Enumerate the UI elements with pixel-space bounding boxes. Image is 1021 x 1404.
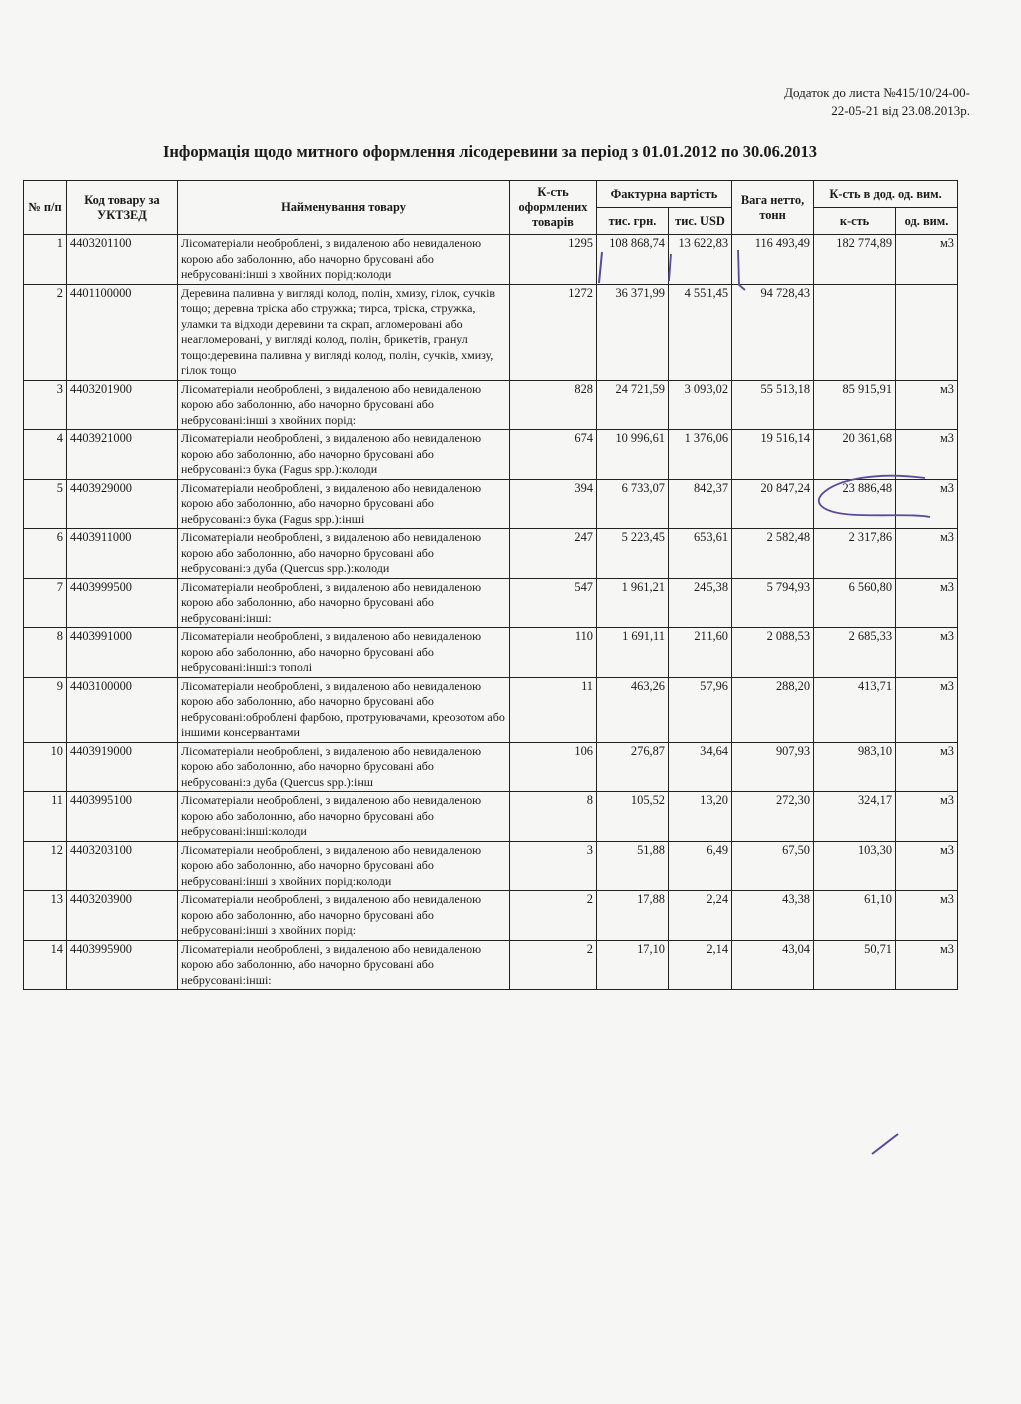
table-row: [24, 430, 958, 480]
row-number: 4: [24, 430, 67, 480]
row-name: Лісоматеріали необроблені, з видаленою або невидаленою корою або заболонню, або начорно брусовані або небрусовані:інші:колоди: [178, 792, 510, 842]
row-name: Лісоматеріали необроблені, з видаленою або невидаленою корою або заболонню, або начорно брусовані або небрусовані:з бука (Fagus spp.):колоди: [178, 430, 510, 480]
row-unit: м3: [896, 430, 958, 480]
row-weight: 2 582,48: [732, 529, 814, 579]
row-number: 7: [24, 578, 67, 628]
row-unit: м3: [896, 792, 958, 842]
row-code: 4403929000: [67, 479, 178, 529]
row-unit: м3: [896, 742, 958, 792]
row-usd: 245,38: [669, 578, 732, 628]
table-row: [24, 792, 958, 842]
row-count: 828: [510, 380, 597, 430]
header-invoice-uah: тис. грн.: [597, 208, 669, 235]
row-number: 14: [24, 940, 67, 990]
row-uah: 5 223,45: [597, 529, 669, 579]
timber-customs-table: [23, 180, 958, 990]
table-row: [24, 891, 958, 941]
row-usd: 2,14: [669, 940, 732, 990]
row-unit: м3: [896, 628, 958, 678]
header-invoice-usd: тис. USD: [669, 208, 732, 235]
table-row: [24, 742, 958, 792]
row-count: 394: [510, 479, 597, 529]
row-code: 4403201100: [67, 235, 178, 285]
row-name: Лісоматеріали необроблені, з видаленою або невидаленою корою або заболонню, або начорно брусовані або небрусовані:інші з хвойних порід:: [178, 380, 510, 430]
row-count: 1272: [510, 284, 597, 380]
header-invoice: Фактурна вартість: [597, 181, 732, 208]
row-name: Лісоматеріали необроблені, з видаленою або невидаленою корою або заболонню, або начорно брусовані або небрусовані:інші з хвойних порід:: [178, 891, 510, 941]
row-qty: 6 560,80: [814, 578, 896, 628]
row-qty: 983,10: [814, 742, 896, 792]
header-extra-unit: од. вим.: [896, 208, 958, 235]
table-row: [24, 479, 958, 529]
table-row: [24, 529, 958, 579]
table-row: [24, 284, 958, 380]
row-code: 4403203100: [67, 841, 178, 891]
row-uah: 10 996,61: [597, 430, 669, 480]
row-usd: 842,37: [669, 479, 732, 529]
annex-note: [700, 84, 970, 120]
row-weight: 67,50: [732, 841, 814, 891]
row-uah: 276,87: [597, 742, 669, 792]
row-qty: 413,71: [814, 677, 896, 742]
row-unit: м3: [896, 841, 958, 891]
row-unit: м3: [896, 677, 958, 742]
row-code: 4403995900: [67, 940, 178, 990]
row-code: 4403100000: [67, 677, 178, 742]
row-name: Лісоматеріали необроблені, з видаленою або невидаленою корою або заболонню, або начорно брусовані або небрусовані:інші:: [178, 940, 510, 990]
row-usd: 57,96: [669, 677, 732, 742]
row-usd: 4 551,45: [669, 284, 732, 380]
pen-tick-mark: [872, 1134, 898, 1154]
row-weight: 2 088,53: [732, 628, 814, 678]
row-usd: 13,20: [669, 792, 732, 842]
row-name: Лісоматеріали необроблені, з видаленою або невидаленою корою або заболонню, або начорно брусовані або небрусовані:оброблені фарбою, протруювачами, креозотом або іншими консервантами: [178, 677, 510, 742]
row-weight: 116 493,49: [732, 235, 814, 285]
row-name: Лісоматеріали необроблені, з видаленою або невидаленою корою або заболонню, або начорно брусовані або небрусовані:інші з хвойних порід:колоди: [178, 235, 510, 285]
row-qty: 50,71: [814, 940, 896, 990]
row-qty: 2 685,33: [814, 628, 896, 678]
row-weight: 94 728,43: [732, 284, 814, 380]
table-row: [24, 380, 958, 430]
table-row: [24, 841, 958, 891]
row-code: 4403995100: [67, 792, 178, 842]
row-weight: 272,30: [732, 792, 814, 842]
row-weight: 907,93: [732, 742, 814, 792]
row-count: 110: [510, 628, 597, 678]
row-code: 4403999500: [67, 578, 178, 628]
row-code: 4403201900: [67, 380, 178, 430]
annex-note-line2: 22-05-21 від 23.08.2013р.: [831, 103, 970, 118]
row-uah: 1 691,11: [597, 628, 669, 678]
row-code: 4403911000: [67, 529, 178, 579]
row-number: 12: [24, 841, 67, 891]
row-number: 9: [24, 677, 67, 742]
row-usd: 653,61: [669, 529, 732, 579]
annex-note-line1: Додаток до листа №415/10/24-00-: [784, 85, 970, 100]
row-code: 4403203900: [67, 891, 178, 941]
row-unit: м3: [896, 578, 958, 628]
row-code: 4403919000: [67, 742, 178, 792]
row-usd: 1 376,06: [669, 430, 732, 480]
row-uah: 1 961,21: [597, 578, 669, 628]
row-qty: 182 774,89: [814, 235, 896, 285]
row-usd: 3 093,02: [669, 380, 732, 430]
row-name: Лісоматеріали необроблені, з видаленою або невидаленою корою або заболонню, або начорно брусовані або небрусовані:інші:з тополі: [178, 628, 510, 678]
row-unit: [896, 284, 958, 380]
header-extra: К-сть в дод. од. вим.: [814, 181, 958, 208]
row-weight: 43,04: [732, 940, 814, 990]
table-row: [24, 677, 958, 742]
row-qty: 103,30: [814, 841, 896, 891]
row-usd: 2,24: [669, 891, 732, 941]
row-qty: 20 361,68: [814, 430, 896, 480]
header-name: Найменування товару: [178, 181, 510, 235]
row-qty: 61,10: [814, 891, 896, 941]
row-number: 6: [24, 529, 67, 579]
row-name: Деревина паливна у вигляді колод, полін, хмизу, гілок, сучків тощо; деревна тріска або стружка; тирса, тріска, стружка, уламки та відходи деревини та скрап, агломеровані або неагломеровані, у вигляді колод, полін, брикетів, гранул тощо:деревина паливна у вигляді колод, полін, сучків, хмизу, гілок тощо: [178, 284, 510, 380]
row-count: 2: [510, 940, 597, 990]
row-unit: м3: [896, 479, 958, 529]
row-weight: 20 847,24: [732, 479, 814, 529]
row-count: 106: [510, 742, 597, 792]
row-uah: 51,88: [597, 841, 669, 891]
row-weight: 5 794,93: [732, 578, 814, 628]
header-weight: Вага нетто, тонн: [732, 181, 814, 235]
row-number: 5: [24, 479, 67, 529]
row-usd: 34,64: [669, 742, 732, 792]
row-unit: м3: [896, 891, 958, 941]
row-count: 3: [510, 841, 597, 891]
row-unit: м3: [896, 380, 958, 430]
header-count: К-сть оформлених товарів: [510, 181, 597, 235]
row-uah: 24 721,59: [597, 380, 669, 430]
row-count: 11: [510, 677, 597, 742]
header-code: Код товару за УКТЗЕД: [67, 181, 178, 235]
row-weight: 288,20: [732, 677, 814, 742]
row-unit: м3: [896, 940, 958, 990]
row-count: 2: [510, 891, 597, 941]
row-weight: 43,38: [732, 891, 814, 941]
row-number: 1: [24, 235, 67, 285]
row-count: 547: [510, 578, 597, 628]
row-name: Лісоматеріали необроблені, з видаленою або невидаленою корою або заболонню, або начорно брусовані або небрусовані:інші:: [178, 578, 510, 628]
header-extra-qty: к-сть: [814, 208, 896, 235]
row-uah: 17,88: [597, 891, 669, 941]
row-uah: 105,52: [597, 792, 669, 842]
row-uah: 6 733,07: [597, 479, 669, 529]
row-weight: 55 513,18: [732, 380, 814, 430]
row-number: 3: [24, 380, 67, 430]
row-qty: 85 915,91: [814, 380, 896, 430]
header-num: № п/п: [24, 181, 67, 235]
table-row: [24, 235, 958, 285]
row-uah: 108 868,74: [597, 235, 669, 285]
row-number: 8: [24, 628, 67, 678]
row-uah: 36 371,99: [597, 284, 669, 380]
row-name: Лісоматеріали необроблені, з видаленою або невидаленою корою або заболонню, або начорно брусовані або небрусовані:інші з хвойних порід:колоди: [178, 841, 510, 891]
row-usd: 13 622,83: [669, 235, 732, 285]
row-qty: 2 317,86: [814, 529, 896, 579]
row-count: 674: [510, 430, 597, 480]
table-row: [24, 628, 958, 678]
row-number: 11: [24, 792, 67, 842]
row-weight: 19 516,14: [732, 430, 814, 480]
row-qty: 324,17: [814, 792, 896, 842]
document-title: Інформація щодо митного оформлення лісодеревини за період з 01.01.2012 по 30.06.2013: [162, 142, 818, 161]
row-number: 2: [24, 284, 67, 380]
row-code: 4403921000: [67, 430, 178, 480]
row-name: Лісоматеріали необроблені, з видаленою або невидаленою корою або заболонню, або начорно брусовані або небрусовані:з дуба (Quercus spp.):інш: [178, 742, 510, 792]
row-count: 1295: [510, 235, 597, 285]
row-code: 4401100000: [67, 284, 178, 380]
row-number: 13: [24, 891, 67, 941]
row-number: 10: [24, 742, 67, 792]
row-name: Лісоматеріали необроблені, з видаленою або невидаленою корою або заболонню, або начорно брусовані або небрусовані:з бука (Fagus spp.):інші: [178, 479, 510, 529]
table-row: [24, 940, 958, 990]
row-unit: м3: [896, 529, 958, 579]
row-uah: 17,10: [597, 940, 669, 990]
row-count: 8: [510, 792, 597, 842]
row-uah: 463,26: [597, 677, 669, 742]
row-qty: [814, 284, 896, 380]
table-row: [24, 578, 958, 628]
row-code: 4403991000: [67, 628, 178, 678]
row-unit: м3: [896, 235, 958, 285]
row-qty: 23 886,48: [814, 479, 896, 529]
row-usd: 211,60: [669, 628, 732, 678]
row-name: Лісоматеріали необроблені, з видаленою або невидаленою корою або заболонню, або начорно брусовані або небрусовані:з дуба (Quercus spp.):колоди: [178, 529, 510, 579]
row-usd: 6,49: [669, 841, 732, 891]
row-count: 247: [510, 529, 597, 579]
